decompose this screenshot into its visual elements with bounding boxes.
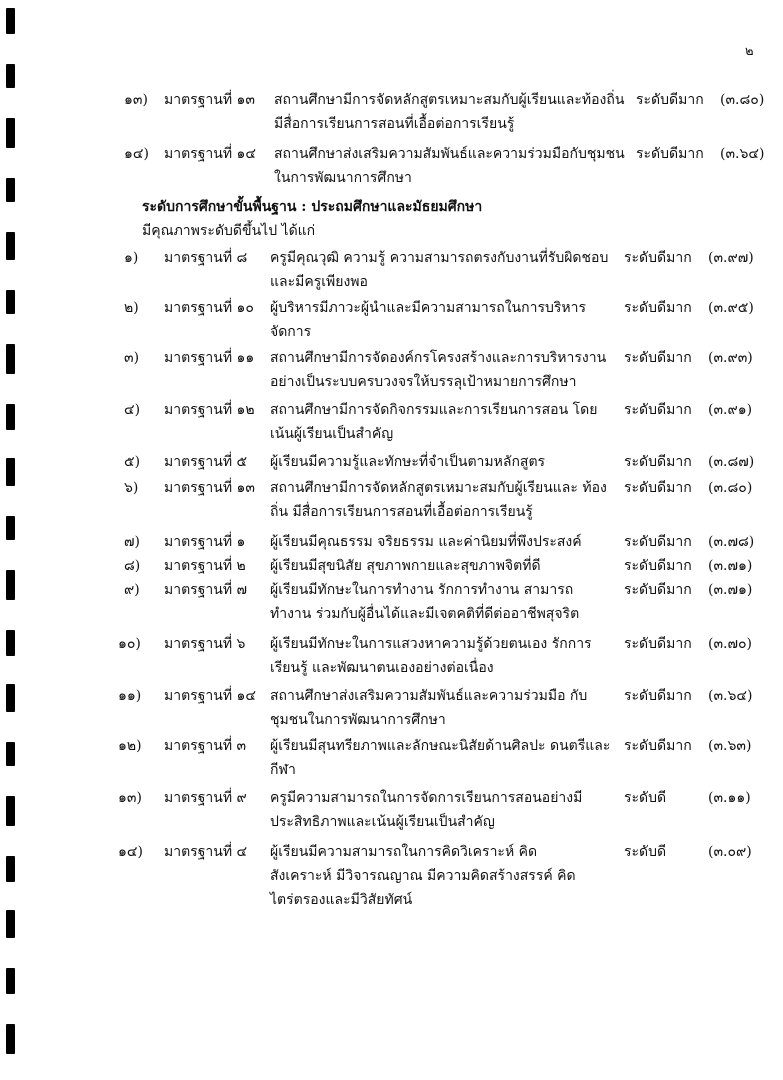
standard-label: มาตรฐานที่ ๒ xyxy=(164,558,246,574)
binder-hole-mark xyxy=(6,8,15,34)
score: (๓.๖๓) xyxy=(708,738,752,754)
score: (๓.๗๘) xyxy=(708,534,755,550)
quality-level: ระดับดีมาก xyxy=(624,534,692,550)
binder-hole-mark xyxy=(6,910,15,938)
section-heading: ระดับการศึกษาขั้นพื้นฐาน : ประถมศึกษาและมัธยมศึกษา xyxy=(142,199,483,215)
quality-level: ระดับดีมาก xyxy=(624,402,692,418)
item-number: ๑๐) xyxy=(118,636,141,652)
binder-hole-mark xyxy=(6,684,15,712)
item-number: ๑๔) xyxy=(118,844,143,860)
standard-description: ผู้เรียนมีทักษะในการทำงาน รักการทำงาน สามารถทำงาน ร่วมกับผู้อื่นได้และมีเจตคติที่ดีต่ออาชีพสุจริต xyxy=(270,582,580,622)
binder-hole-mark xyxy=(6,516,15,540)
binder-hole-mark xyxy=(6,344,15,374)
standard-description: สถานศึกษาส่งเสริมความสัมพันธ์และความร่วมมือ กับชุมชนในการพัฒนาการศึกษา xyxy=(270,688,588,728)
page-number: ๒ xyxy=(745,44,754,59)
standard-label: มาตรฐานที่ ๑๔ xyxy=(164,688,257,704)
standard-description: ครูมีคุณวุฒิ ความรู้ ความสามารถตรงกับงานที่รับผิดชอบ และมีครูเพียงพอ xyxy=(270,250,609,290)
item-number: ๑๓) xyxy=(118,790,142,806)
quality-level: ระดับดีมาก xyxy=(624,480,692,496)
standard-description: สถานศึกษามีการจัดองค์กรโครงสร้างและการบริหารงาน อย่างเป็นระบบครบวงจรให้บรรลุเป้าหมายการศึกษา xyxy=(270,350,607,390)
score: (๓.๘๐) xyxy=(720,92,765,108)
standard-label: มาตรฐานที่ ๕ xyxy=(164,454,248,470)
score: (๓.๘๐) xyxy=(708,480,753,496)
score: (๓.๖๔) xyxy=(720,146,765,162)
score: (๓.๑๑) xyxy=(708,790,751,806)
score: (๓.๙๗) xyxy=(708,250,754,266)
standard-label: มาตรฐานที่ ๑๒ xyxy=(164,402,255,418)
standard-description: สถานศึกษามีการจัดหลักสูตรเหมาะสมกับผู้เรียนและท้องถิ่น มีสื่อการเรียนการสอนที่เอื้อต่อการเรียนรู้ xyxy=(274,92,625,132)
item-number: ๑๒) xyxy=(118,738,142,754)
item-number: ๘) xyxy=(124,558,141,574)
standard-label: มาตรฐานที่ ๗ xyxy=(164,582,248,598)
score: (๓.๘๗) xyxy=(708,454,755,470)
standard-label: มาตรฐานที่ ๑๑ xyxy=(164,350,255,366)
binder-hole-mark xyxy=(6,570,15,600)
item-number: ๔) xyxy=(124,402,141,418)
item-number: ๕) xyxy=(124,454,141,470)
item-number: ๙) xyxy=(124,582,140,598)
binder-hole-mark xyxy=(6,290,15,314)
score: (๓.๖๔) xyxy=(708,688,753,704)
item-number: ๒) xyxy=(124,300,139,316)
binder-hole-mark xyxy=(6,178,15,202)
item-number: ๑๑) xyxy=(118,688,142,704)
standard-description: สถานศึกษามีการจัดหลักสูตรเหมาะสมกับผู้เรียนและ ท้องถิ่น มีสื่อการเรียนการสอนที่เอื้อต่อการเรียนรู้ xyxy=(270,480,607,520)
score: (๓.๙๑) xyxy=(708,402,753,418)
binder-holes xyxy=(6,0,16,1080)
standard-description: ผู้เรียนมีทักษะในการแสวงหาความรู้ด้วยตนเอง รักการเรียนรู้ และพัฒนาตนเองอย่างต่อเนื่อง xyxy=(270,636,592,676)
standard-description: ผู้เรียนมีสุนทรียภาพและลักษณะนิสัยด้านศิลปะ ดนตรีและ กีฬา xyxy=(270,738,611,778)
score: (๓.๗๑) xyxy=(708,582,753,598)
score: (๓.๗๐) xyxy=(708,636,753,652)
binder-hole-mark xyxy=(6,232,15,260)
standard-label: มาตรฐานที่ ๓ xyxy=(164,738,247,754)
standard-label: มาตรฐานที่ ๑๔ xyxy=(164,146,257,162)
quality-level: ระดับดีมาก xyxy=(624,350,692,366)
standard-description: ผู้เรียนมีคุณธรรม จริยธรรม และค่านิยมที่พึงประสงค์ xyxy=(270,534,582,550)
quality-level: ระดับดีมาก xyxy=(636,92,704,108)
binder-hole-mark xyxy=(6,968,15,994)
quality-level: ระดับดีมาก xyxy=(624,636,692,652)
quality-level: ระดับดีมาก xyxy=(636,146,704,162)
standard-description: ผู้เรียนมีความรู้และทักษะที่จำเป็นตามหลักสูตร xyxy=(270,454,546,470)
standard-description: ผู้เรียนมีสุขนิสัย สุขภาพกายและสุขภาพจิตที่ดี xyxy=(270,558,541,574)
quality-level: ระดับดี xyxy=(624,790,667,806)
standard-description: สถานศึกษาส่งเสริมความสัมพันธ์และความร่วมมือกับชุมชน ในการพัฒนาการศึกษา xyxy=(274,146,625,186)
standard-label: มาตรฐานที่ ๑๓ xyxy=(164,480,255,496)
score: (๓.๙๕) xyxy=(708,300,754,316)
standard-label: มาตรฐานที่ ๘ xyxy=(164,250,248,266)
quality-level: ระดับดีมาก xyxy=(624,300,692,316)
binder-hole-mark xyxy=(6,630,15,656)
standard-label: มาตรฐานที่ ๖ xyxy=(164,636,246,652)
score: (๓.๐๙) xyxy=(708,844,752,860)
item-number: ๑๓) xyxy=(124,92,148,108)
item-number: ๑๔) xyxy=(124,146,149,162)
standard-description: ผู้เรียนมีความสามารถในการคิดวิเคราะห์ คิดสังเคราะห์ มีวิจารณญาณ มีความคิดสร้างสรรค์ คิดไตร่ตรองและมีวิสัยทัศน์ xyxy=(270,844,576,908)
quality-level: ระดับดีมาก xyxy=(624,250,692,266)
item-number: ๑) xyxy=(124,250,139,266)
standard-description: ผู้บริหารมีภาวะผู้นำและมีความสามารถในการบริหาร จัดการ xyxy=(270,300,586,340)
binder-hole-mark xyxy=(6,118,15,148)
binder-hole-mark xyxy=(6,64,15,88)
binder-hole-mark xyxy=(6,404,15,430)
standard-label: มาตรฐานที่ ๑ xyxy=(164,534,246,550)
item-number: ๖) xyxy=(124,480,139,496)
section-subheading: มีคุณภาพระดับดีขึ้นไป ได้แก่ xyxy=(142,223,316,239)
standard-description: สถานศึกษามีการจัดกิจกรรมและการเรียนการสอน โดยเน้นผู้เรียนเป็นสำคัญ xyxy=(270,402,598,442)
binder-hole-mark xyxy=(6,796,15,826)
binder-hole-mark xyxy=(6,856,15,882)
standard-label: มาตรฐานที่ ๙ xyxy=(164,790,247,806)
standard-label: มาตรฐานที่ ๑๐ xyxy=(164,300,254,316)
standard-label: มาตรฐานที่ ๔ xyxy=(164,844,248,860)
binder-hole-mark xyxy=(6,1024,15,1054)
item-number: ๗) xyxy=(124,534,140,550)
score: (๓.๙๓) xyxy=(708,350,753,366)
quality-level: ระดับดีมาก xyxy=(624,582,692,598)
binder-hole-mark xyxy=(6,458,15,486)
standard-label: มาตรฐานที่ ๑๓ xyxy=(164,92,255,108)
binder-hole-mark xyxy=(6,742,15,766)
score: (๓.๗๑) xyxy=(708,558,753,574)
item-number: ๓) xyxy=(124,350,140,366)
quality-level: ระดับดีมาก xyxy=(624,454,692,470)
standard-description: ครูมีความสามารถในการจัดการเรียนการสอนอย่างมี ประสิทธิภาพและเน้นผู้เรียนเป็นสำคัญ xyxy=(270,790,583,830)
quality-level: ระดับดีมาก xyxy=(624,558,692,574)
quality-level: ระดับดี xyxy=(624,844,667,860)
quality-level: ระดับดีมาก xyxy=(624,738,692,754)
quality-level: ระดับดีมาก xyxy=(624,688,692,704)
